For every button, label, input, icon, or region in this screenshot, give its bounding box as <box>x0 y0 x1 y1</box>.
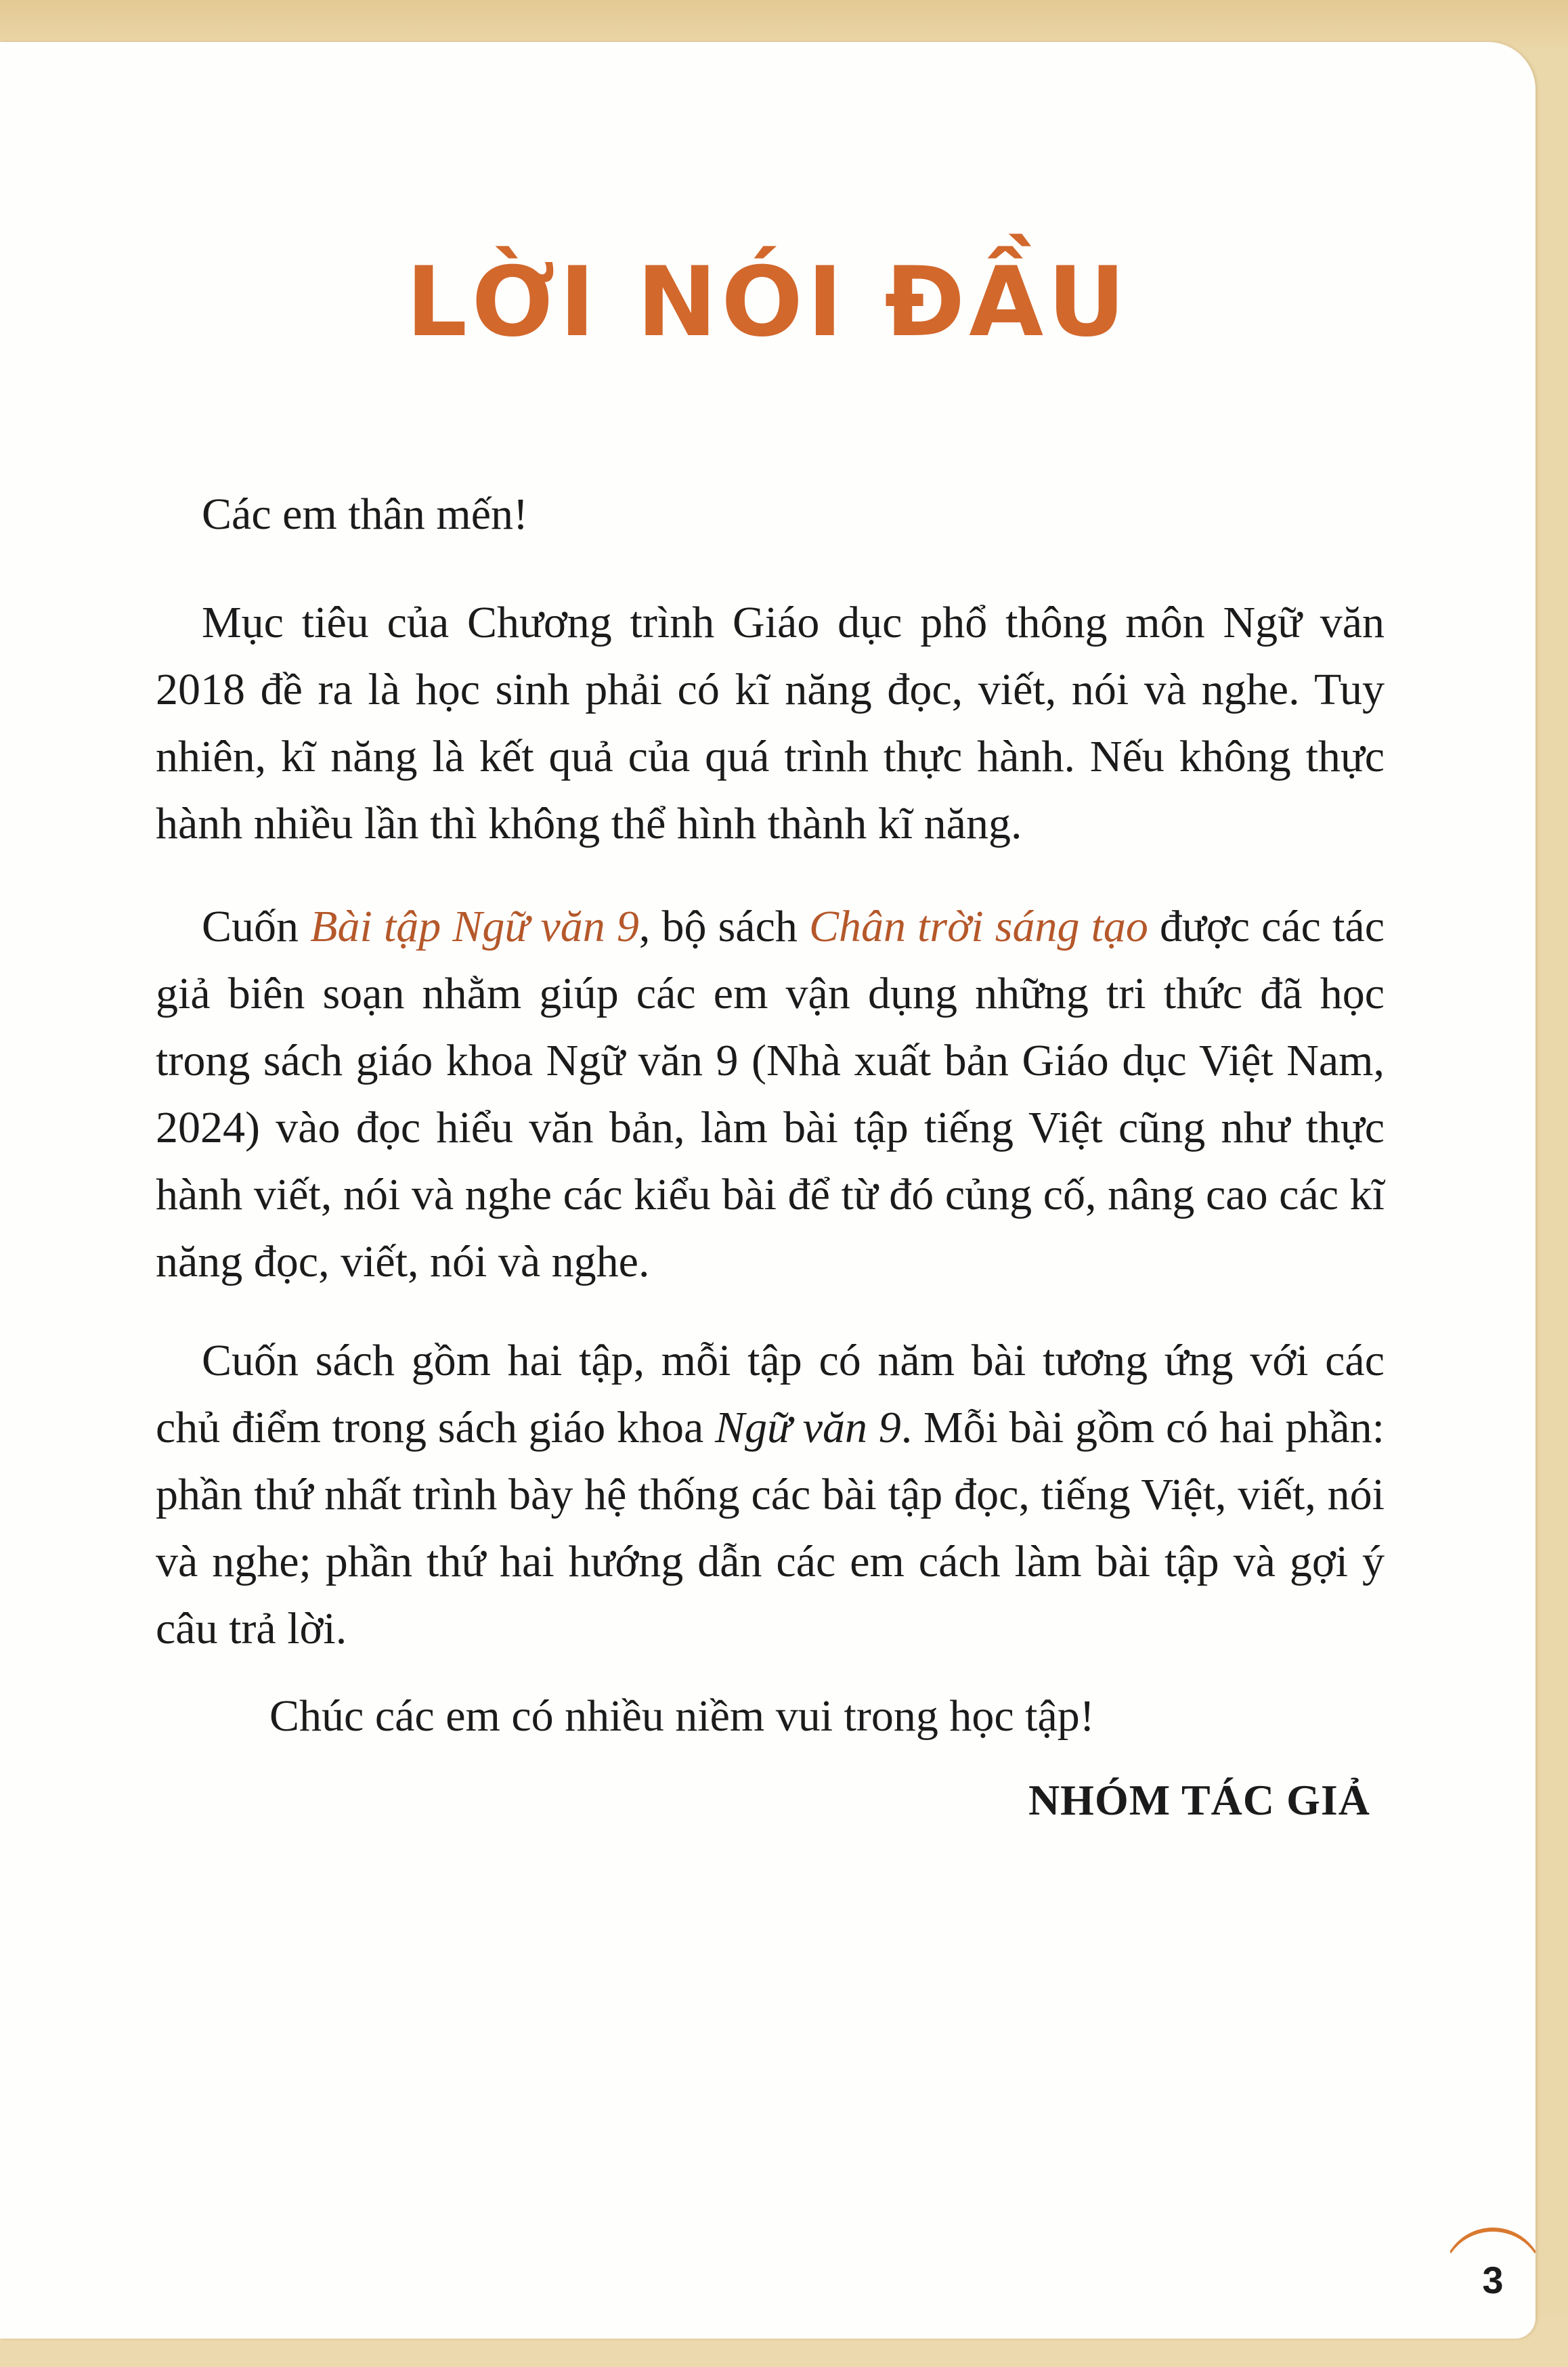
paragraph-2-part3: được các tác giả biên soạn nhằm giúp các em vận dụng những tri thức đã học trong sách giáo khoa Ngữ văn 9 (Nhà xuất bản Giáo dục Việt Nam, 2024) vào đọc hiểu văn bản, làm bài tập tiếng Việt cũng như thực hành viết, nói và nghe các kiểu bài để từ đó củng cố, nâng cao các kĩ năng đọc, viết, nói và nghe. <box>156 902 1385 1286</box>
page-title: LỜI NÓI ĐẦU <box>406 246 1130 358</box>
paragraph-3-part1: Cuốn sách gồm hai tập, mỗi tập có năm bài tương ứng với các chủ điểm trong sách giáo khoa <box>156 1336 1385 1452</box>
paragraph-2-text <box>156 893 1385 1295</box>
paragraph-2 <box>156 893 1385 1295</box>
top-border-band <box>0 0 1568 47</box>
paragraph-1-text: Mục tiêu của Chương trình Giáo dục phổ thông môn Ngữ văn 2018 đề ra là học sinh phải có kĩ năng đọc, viết, nói và nghe. Tuy nhiên, kĩ năng là kết quả của quá trình thực hành. Nếu không thực hành nhiều lần thì không thể hình thành kĩ năng. <box>156 598 1385 848</box>
textbook-title-reference: Ngữ văn 9 <box>715 1403 901 1452</box>
series-title-reference: Chân trời sáng tạo <box>808 902 1148 951</box>
page-number: 3 <box>1482 2259 1504 2301</box>
paragraph-1 <box>156 589 1385 857</box>
document-page <box>0 42 1536 2339</box>
book-title-reference: Bài tập Ngữ văn 9 <box>310 902 639 951</box>
paragraph-2-part2: , bộ sách <box>638 902 809 951</box>
greeting: Các em thân mến! <box>202 490 528 539</box>
author-signature: NHÓM TÁC GIẢ <box>1028 1776 1370 1824</box>
paragraph-3-text <box>156 1327 1385 1662</box>
paragraph-3 <box>156 1327 1385 1662</box>
closing-line: Chúc các em có nhiều niềm vui trong học tập! <box>269 1691 1095 1741</box>
paragraph-2-part1: Cuốn <box>202 902 311 951</box>
paragraph-3-part2: . Mỗi bài gồm có hai phần: phần thứ nhất trình bày hệ thống các bài tập đọc, tiếng Việt, viết, nói và nghe; phần thứ hai hướng dẫn các em cách làm bài tập và gợi ý câu trả lời. <box>156 1403 1385 1653</box>
